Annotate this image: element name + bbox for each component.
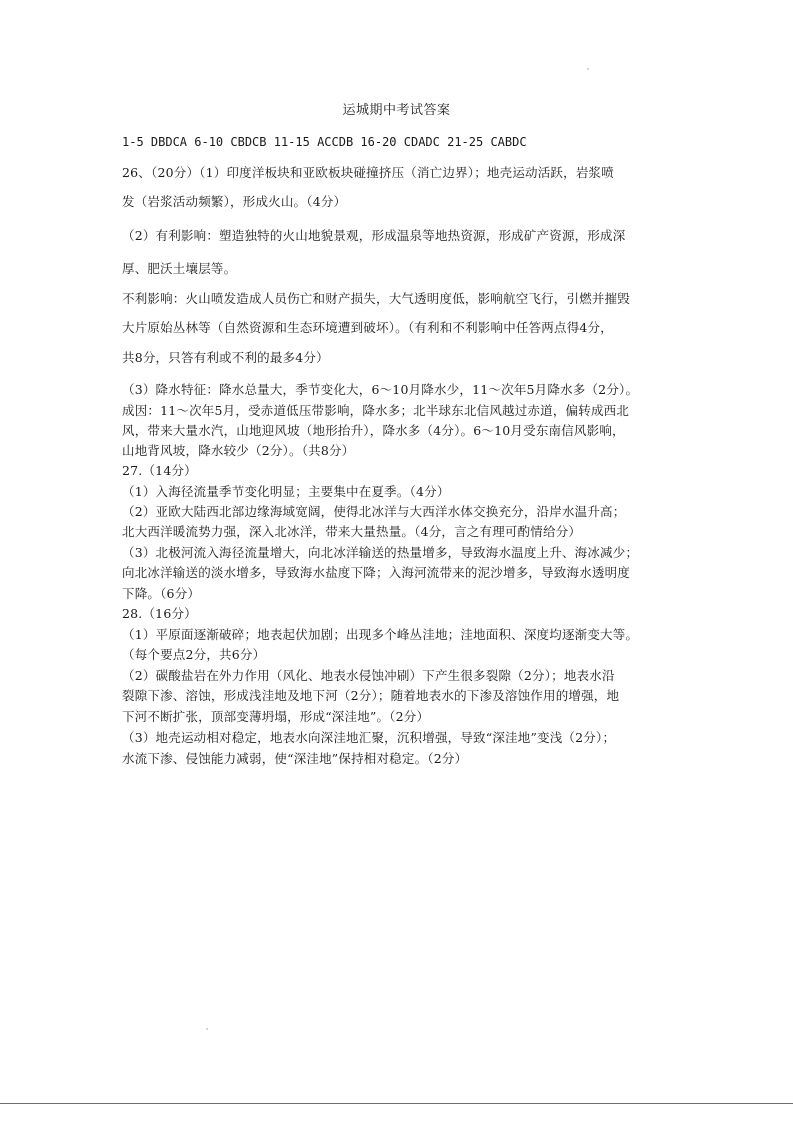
text-line: （1）入海径流量季节变化明显；主要集中在夏季。（4分）: [122, 484, 450, 499]
text-line: 发（岩浆活动频繁），形成火山。（4分）: [122, 194, 347, 209]
text-line: （3）降水特征：降水总量大，季节变化大，6～10月降水少，11～次年5月降水多（2分）。: [122, 382, 639, 397]
section-heading: 27.（14分）: [122, 463, 197, 478]
text-line: （2）有利影响：塑造独特的火山地貌景观，形成温泉等地热资源，形成矿产资源，形成深: [122, 228, 626, 243]
text-line: 大片原始丛林等（自然资源和生态环境遭到破坏）。（有利和不利影响中任答两点得4分，: [122, 320, 613, 335]
text-line: 不利影响：火山喷发造成人员伤亡和财产损失，大气透明度低，影响航空飞行，引燃并摧毁: [122, 291, 631, 306]
scan-speck: [206, 1028, 208, 1030]
section-heading: 28.（16分）: [122, 606, 197, 621]
text-line: 下河不断扩张，顶部变薄坍塌，形成“深洼地”。（2分）: [122, 709, 430, 724]
text-line: （1）平原面逐渐破碎；地表起伏加剧；出现多个峰丛洼地；洼地面积、深度均逐渐变大等。: [122, 627, 639, 642]
text-line: （2）碳酸盐岩在外力作用（风化、地表水侵蚀冲刷）下产生很多裂隙（2分）；地表水沿: [122, 668, 615, 683]
text-line: 共8分，只答有利或不利的最多4分）: [122, 350, 329, 365]
text-line: （每个要点2分，共6分）: [122, 647, 266, 662]
text-line: （3）地壳运动相对稳定，地表水向深洼地汇聚，沉积增强，导致“深洼地”变浅（2分）；: [122, 730, 616, 745]
text-line: 26、（20分）（1）印度洋板块和亚欧板块碰撞挤压（消亡边界）；地壳运动活跃，岩浆喷: [122, 165, 614, 180]
text-line: 成因：11～次年5月，受赤道低压带影响，降水多；北半球东北信风越过赤道，偏转成西北: [122, 403, 630, 418]
text-line: 下降。（6分）: [122, 586, 201, 601]
text-line: 北大西洋暖流势力强，深入北冰洋，带来大量热量。（4分，言之有理可酌情给分）: [122, 524, 582, 539]
choice-answers: 1-5 DBDCA 6-10 CBDCB 11-15 ACCDB 16-20 CDADC 21-25 CABDC: [122, 135, 527, 149]
text-line: 山地背风坡，降水较少（2分）。（共8分）: [122, 443, 355, 458]
text-line: 厚、肥沃土壤层等。: [122, 261, 237, 276]
text-line: 向北冰洋输送的淡水增多，导致海水盐度下降；入海河流带来的泥沙增多，导致海水透明度: [122, 565, 631, 580]
text-line: （3）北极河流入海径流量增大，向北冰洋输送的热量增多，导致海水温度上升、海冰减少；: [122, 545, 639, 560]
text-line: （2）亚欧大陆西北部边缘海域宽阔，使得北冰洋与大西洋水体交换充分，沿岸水温升高；: [122, 504, 626, 519]
text-line: 水流下渗、侵蚀能力减弱，使“深洼地”保持相对稳定。（2分）: [122, 751, 468, 766]
text-line: 裂隙下渗、溶蚀，形成浅洼地及地下河（2分）；随着地表水的下渗及溶蚀作用的增强，地: [122, 688, 620, 703]
page-title: 运城期中考试答案: [342, 103, 451, 118]
page-bottom-rule: [0, 1103, 793, 1104]
scan-speck: [587, 68, 589, 70]
text-line: 风，带来大量水汽，山地迎风坡（地形抬升），降水多（4分）。6～10月受东南信风影响，: [122, 423, 625, 438]
